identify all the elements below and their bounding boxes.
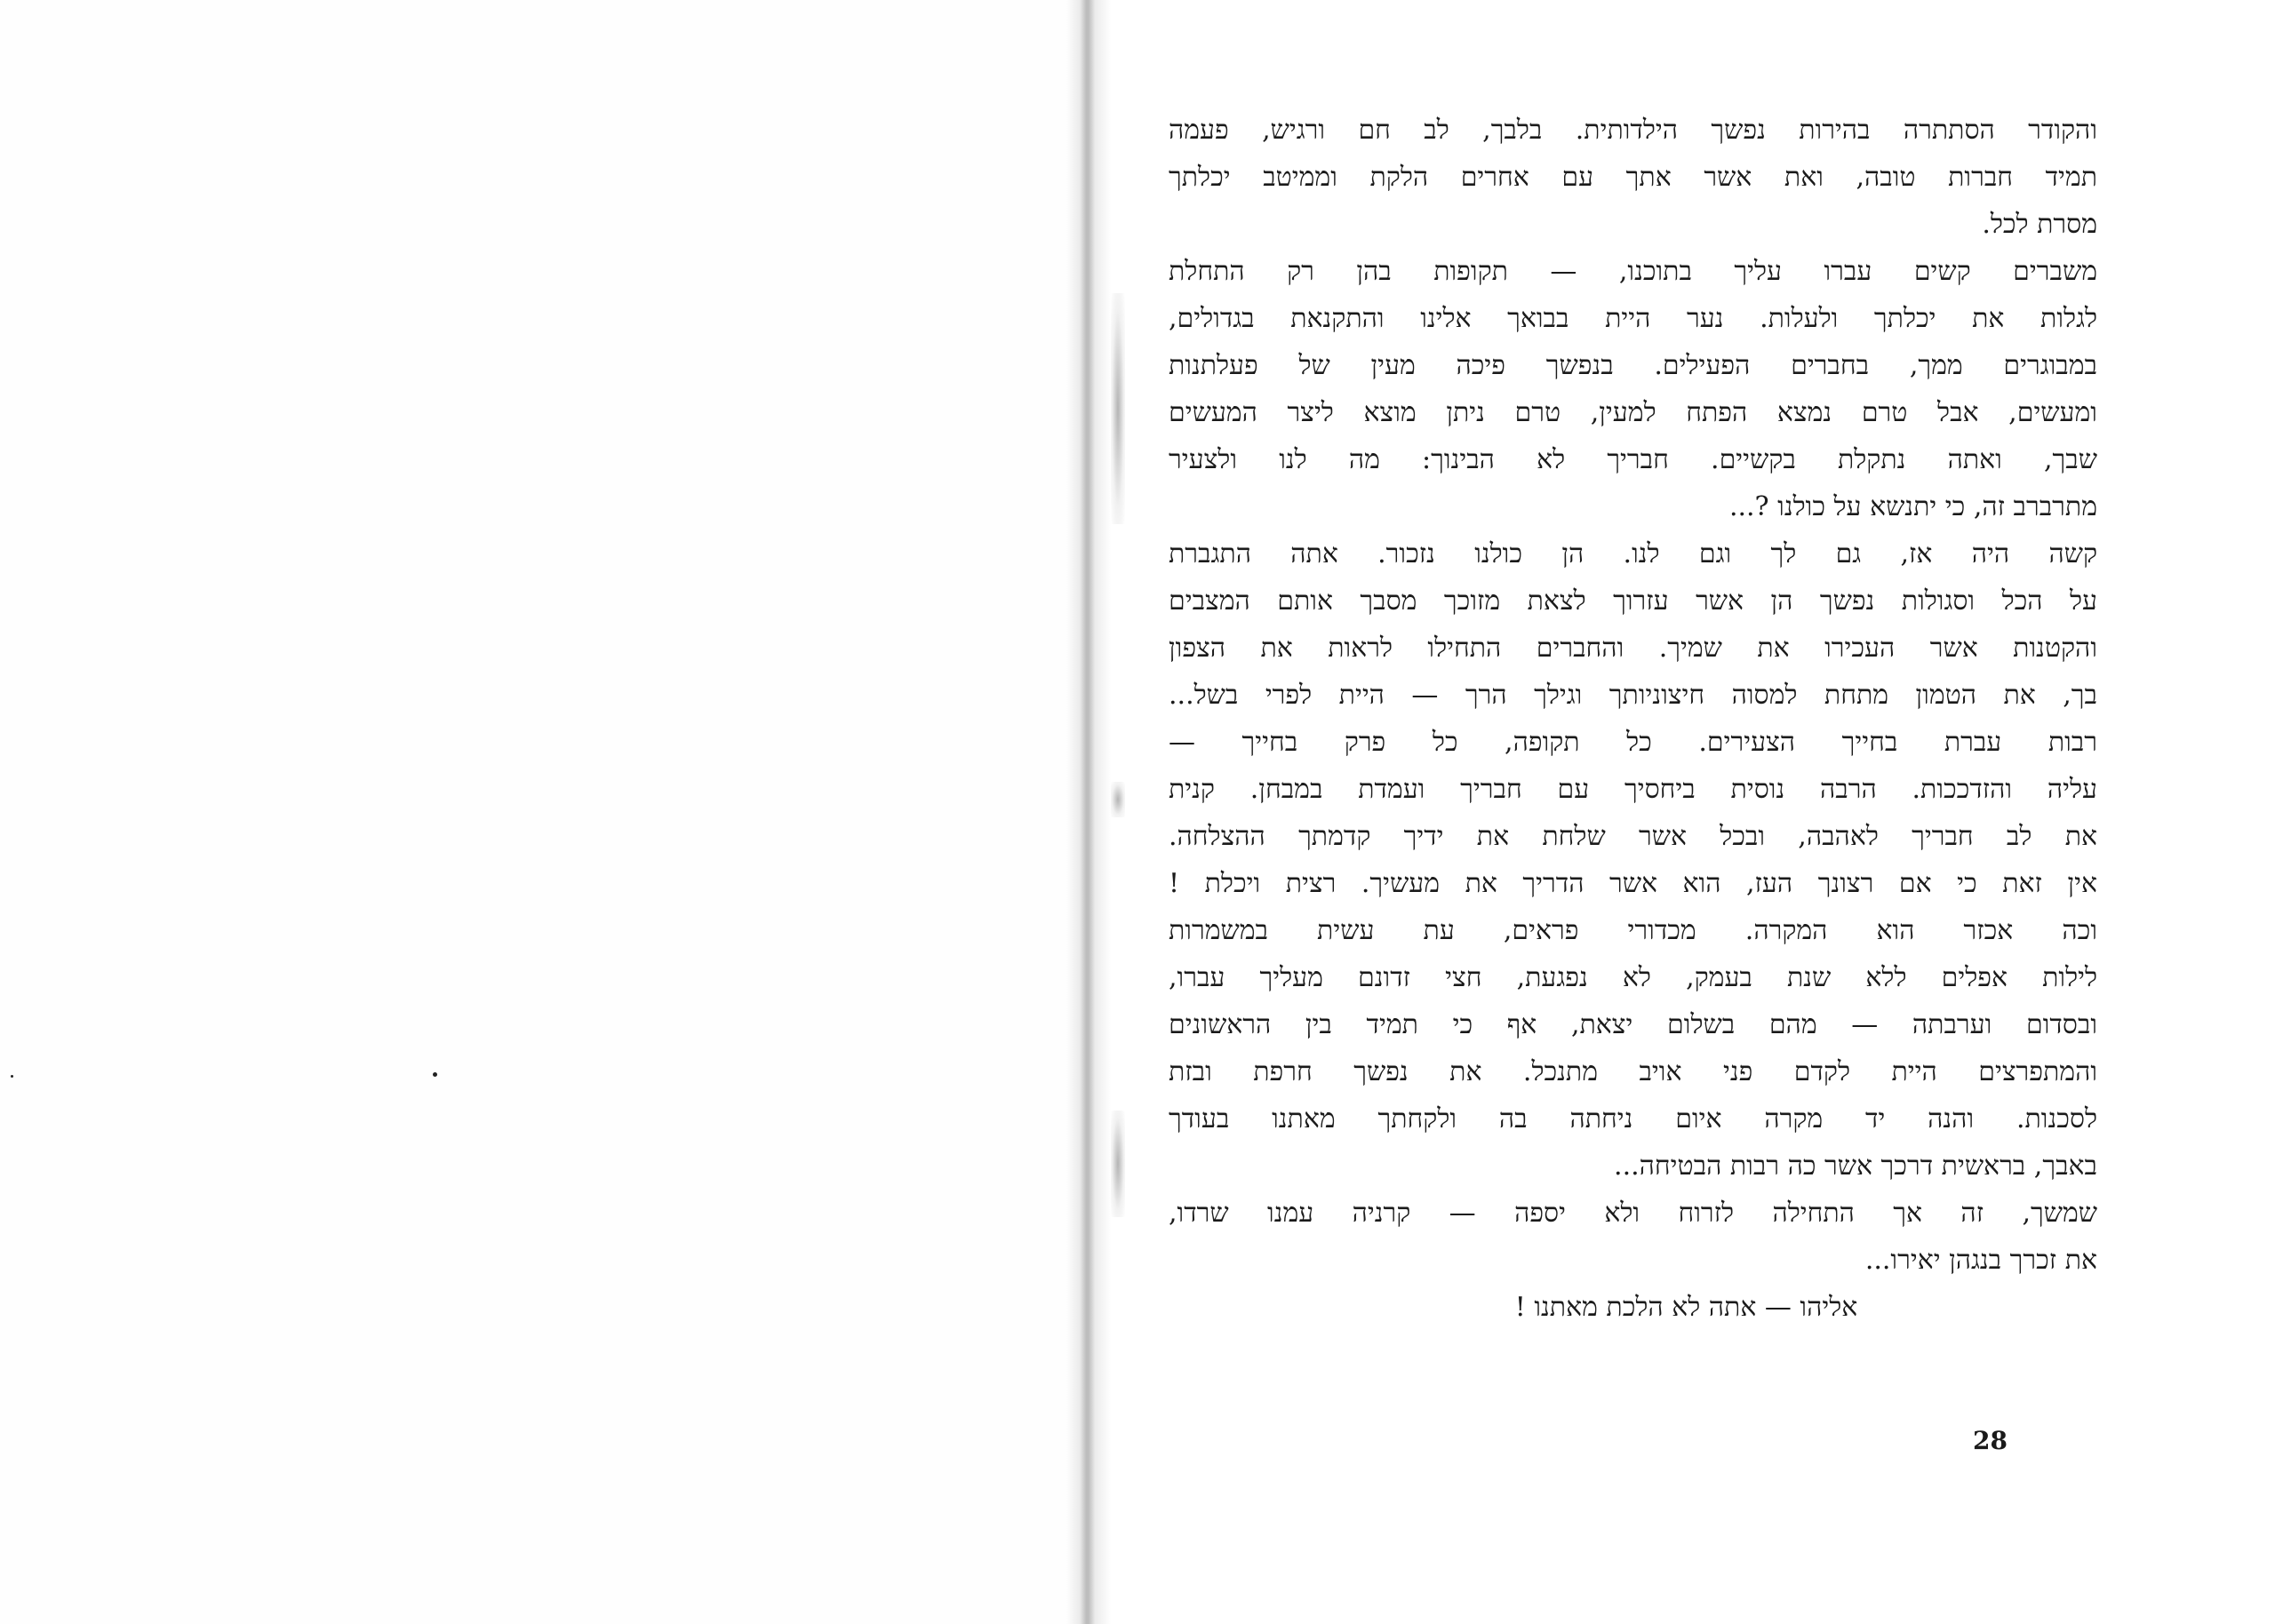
text-line: עליה והזדככות. הרבה נוסית ביחסיך עם חבריך ועמדת במבחן. קנית <box>1169 774 2097 805</box>
text-line: מסרת לכל. <box>1982 209 2097 240</box>
text-line: שבך, ואתה נתקלת בקשיים. חבריך לא הבינוך: מה לנו ולצעיר <box>1169 444 2097 475</box>
page-crease-mark <box>1111 782 1125 817</box>
text-line: לילות אפלים ללא שנת בעמק, לא נפגעת, חצי זדונם מעליך עברו, <box>1169 962 2097 993</box>
page-number: 28 <box>1973 1426 2008 1455</box>
text-line: במבוגרים ממך, בחברים הפעילים. בנפשך פיכה מעין של פעלתנות <box>1169 350 2097 381</box>
text-line: באבך, בראשית דרכך אשר כה רבות הבטיחה... <box>1614 1150 2097 1182</box>
text-line: ובסדום וערבתה — מהם בשלום יצאת, אף כי תמיד בין הראשונים <box>1169 1009 2097 1040</box>
ink-speck <box>433 1072 437 1077</box>
text-line: אין זאת כי אם רצונך העז, הוא אשר הדריך את מעשיך. רצית ויכלת ! <box>1169 868 2097 899</box>
book-gutter-line <box>1086 0 1089 1624</box>
text-line: והקטנות אשר העכירו את שמיך. והחברים התחילו לראות את הצפון <box>1169 633 2097 664</box>
text-line: רבות עברת בחייך הצעירים. כל תקופה, כל פרק בחייך — <box>1169 727 2097 758</box>
text-line: את זכרך בנגהן יאירו... <box>1864 1245 2097 1276</box>
text-line: משברים קשים עברו עליך בתוכנו, — תקופות בהן רק התחלת <box>1169 256 2097 287</box>
text-line: וכה אכזר הוא המקרה. מכדורי פראים, עת עשית במשמרות <box>1169 915 2097 946</box>
text-line: בך, את הטמון מתחת למסוה חיצוניותך וגילך הרך — היית לפרי בשל... <box>1169 680 2097 711</box>
memorial-text <box>1169 107 2097 1331</box>
text-line: שמשך, זה אך התחילה לזרוח ולא יספה — קרניה עמנו שרדו, <box>1169 1198 2097 1229</box>
text-line: מתרברב זה, כי יתנשא על כולנו ?... <box>1728 491 2097 522</box>
text-line: והקודר הסתתרה בהירות נפשך הילדותית. בלבך, לב חם ורגיש, פעמה <box>1169 115 2097 146</box>
page-crease-mark <box>1111 1111 1125 1217</box>
text-line: לגלות את יכלתך ולעלות. נער היית בבואך אלינו והתקנאת בגדולים, <box>1169 303 2097 334</box>
text-line: לסכנות. והנה יד מקרה איום ניחתה בה ולקחתך מאתנו בעודך <box>1169 1103 2097 1134</box>
text-line: והמתפרצים היית לקדם פני אויב מתנכל. את נפשך חרפת ובזת <box>1169 1056 2097 1087</box>
right-page <box>1111 0 2275 1624</box>
page-crease-mark <box>1111 293 1125 524</box>
left-page-blank <box>0 0 1082 1624</box>
book-gutter-shadow <box>1066 0 1111 1624</box>
text-line: תמיד חברות טובה, ואת אשר אתך עם אחרים הלקת וממיטב יכלתך <box>1169 162 2097 193</box>
text-line: על הכל וסגולות נפשך הן אשר עזרוך לצאת מזוכך מסבך אותם המצבים <box>1169 585 2097 617</box>
text-line: את לב חבריך לאהבה, ובכל אשר שלחת את ידיך קדמתך ההצלחה. <box>1169 821 2097 852</box>
text-line: קשה היה אז, גם לך וגם לנו. הן כולנו נזכור. אתה התגברת <box>1169 538 2097 569</box>
ink-speck <box>11 1075 13 1078</box>
closing-line: אליהו — אתה לא הלכת מאתנו ! <box>1514 1292 1858 1323</box>
text-line: ומעשים, אבל טרם נמצא הפתח למעין, טרם ניתן מוצא ליצר המעשים <box>1169 397 2097 428</box>
